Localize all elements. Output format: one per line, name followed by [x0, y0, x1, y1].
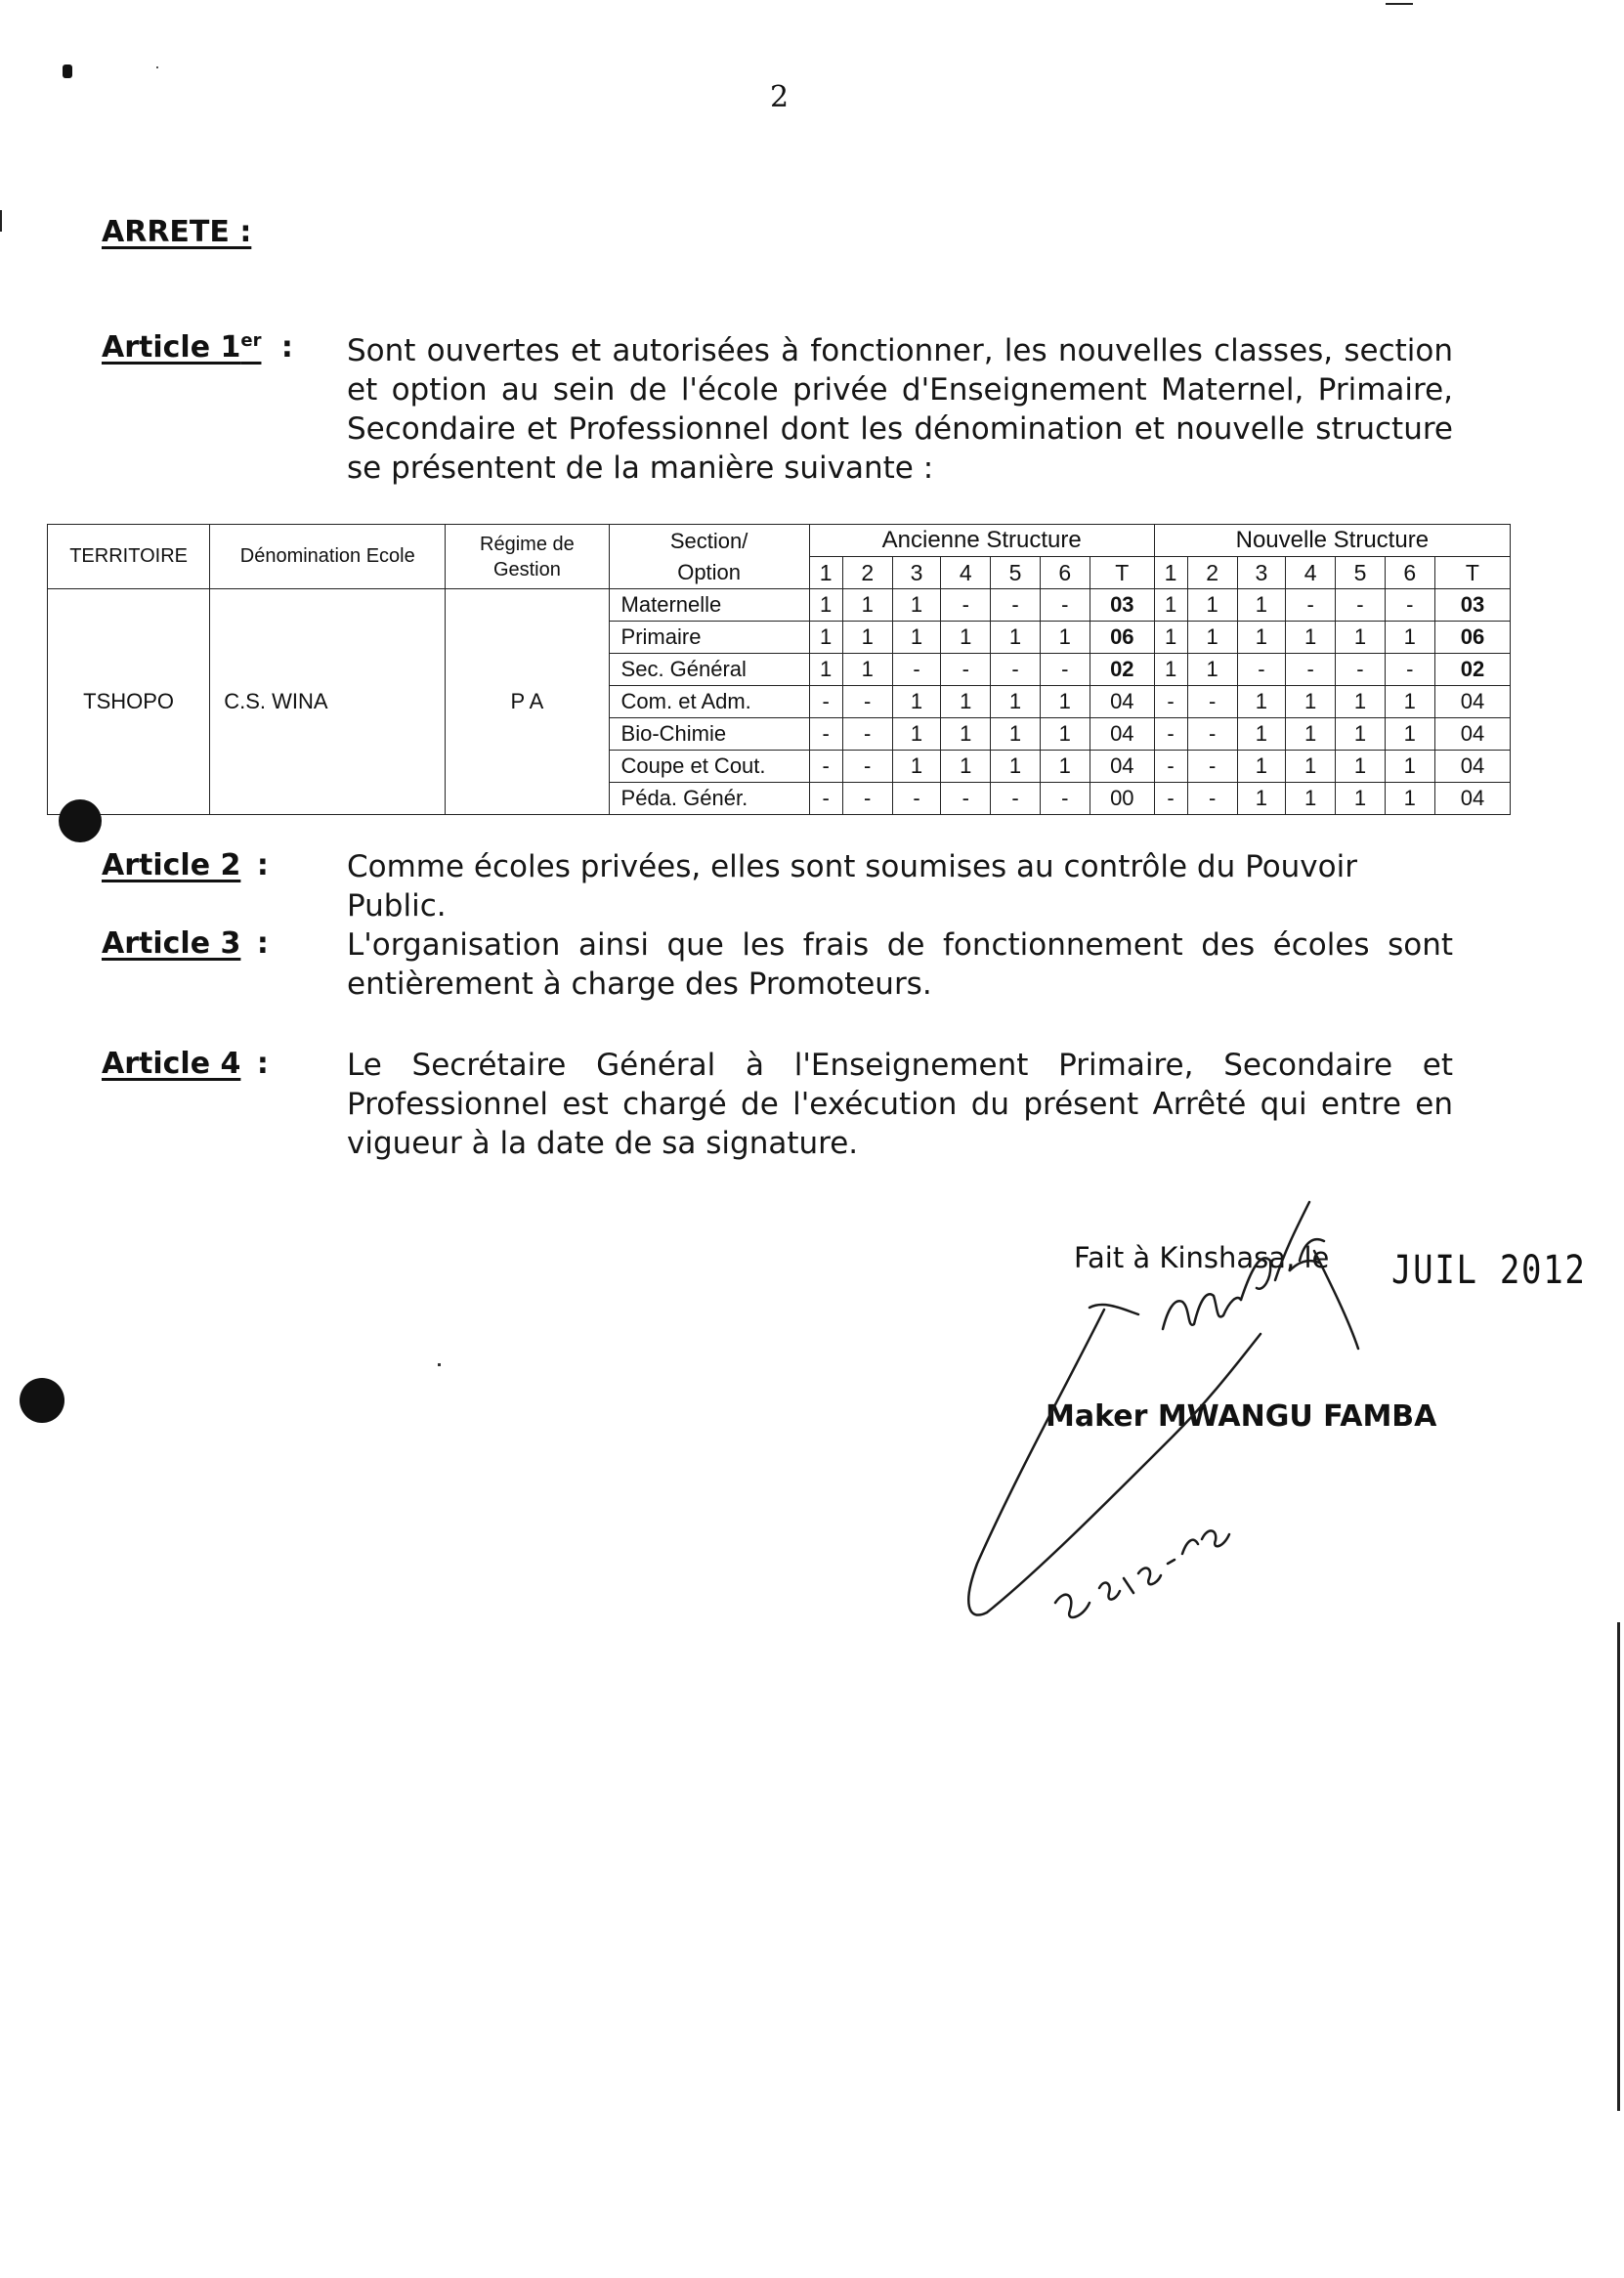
nouvelle-value-cell: 1 — [1385, 686, 1434, 718]
nouvelle-value-cell: - — [1385, 589, 1434, 622]
nouvelle-value-cell: - — [1286, 654, 1336, 686]
nouvelle-value-cell: 04 — [1434, 783, 1510, 815]
nouvelle-value-cell: 1 — [1237, 589, 1285, 622]
nouvelle-value-cell: 1 — [1154, 654, 1187, 686]
section-cell: Maternelle — [609, 589, 809, 622]
nouvelle-value-cell: - — [1336, 654, 1385, 686]
ancienne-value-cell: 04 — [1090, 686, 1154, 718]
nouvelle-value-cell: 1 — [1336, 686, 1385, 718]
nouvelle-value-cell: - — [1187, 783, 1237, 815]
article-1-label: Article 1er : — [102, 330, 293, 365]
ancienne-value-cell: 03 — [1090, 589, 1154, 622]
ancienne-value-cell: - — [941, 654, 991, 686]
nouvelle-value-cell: 1 — [1187, 654, 1237, 686]
ancienne-value-cell: 1 — [941, 718, 991, 751]
ancienne-col-header: 6 — [1040, 557, 1090, 589]
ancienne-value-cell: - — [809, 783, 842, 815]
nouvelle-value-cell: - — [1154, 783, 1187, 815]
ancienne-value-cell: - — [991, 654, 1040, 686]
nouvelle-value-cell: - — [1237, 654, 1285, 686]
nouvelle-value-cell: - — [1187, 686, 1237, 718]
nouvelle-value-cell: 1 — [1336, 783, 1385, 815]
ancienne-value-cell: - — [842, 751, 892, 783]
school-structure-table — [47, 524, 1511, 815]
ancienne-value-cell: - — [809, 718, 842, 751]
nouvelle-col-header: T — [1434, 557, 1510, 589]
ancienne-col-header: 5 — [991, 557, 1040, 589]
ancienne-value-cell: - — [892, 654, 940, 686]
ancienne-value-cell: 1 — [1040, 751, 1090, 783]
nouvelle-col-header: 6 — [1385, 557, 1434, 589]
ancienne-value-cell: 04 — [1090, 718, 1154, 751]
nouvelle-value-cell: 1 — [1237, 783, 1285, 815]
scan-mark — [1617, 1622, 1620, 2111]
header-ancienne-structure: Ancienne Structure — [809, 525, 1154, 557]
ancienne-value-cell: 06 — [1090, 622, 1154, 654]
ancienne-value-cell: - — [842, 686, 892, 718]
ancienne-col-header: 2 — [842, 557, 892, 589]
ancienne-value-cell: 1 — [842, 622, 892, 654]
header-territoire: TERRITOIRE — [48, 525, 210, 589]
nouvelle-value-cell: 1 — [1336, 718, 1385, 751]
section-cell: Péda. Génér. — [609, 783, 809, 815]
ancienne-value-cell: 1 — [1040, 718, 1090, 751]
nouvelle-value-cell: 1 — [1286, 718, 1336, 751]
article-3-label: Article 3 : — [102, 926, 269, 961]
nouvelle-value-cell: - — [1154, 751, 1187, 783]
section-cell: Coupe et Cout. — [609, 751, 809, 783]
nouvelle-col-header: 5 — [1336, 557, 1385, 589]
handwritten-signature — [919, 1192, 1544, 1661]
ancienne-value-cell: 1 — [991, 622, 1040, 654]
ancienne-value-cell: 1 — [991, 718, 1040, 751]
ancienne-value-cell: 1 — [892, 718, 940, 751]
nouvelle-value-cell: - — [1154, 686, 1187, 718]
nouvelle-value-cell: 1 — [1237, 686, 1285, 718]
ancienne-value-cell: - — [842, 783, 892, 815]
ancienne-value-cell: 1 — [991, 686, 1040, 718]
nouvelle-value-cell: 1 — [1336, 751, 1385, 783]
ancienne-value-cell: 1 — [842, 589, 892, 622]
nouvelle-value-cell: 1 — [1385, 783, 1434, 815]
nouvelle-col-header: 2 — [1187, 557, 1237, 589]
speck — [156, 66, 158, 68]
ancienne-value-cell: - — [941, 783, 991, 815]
punch-hole-mark — [59, 799, 102, 842]
nouvelle-value-cell: - — [1154, 718, 1187, 751]
nouvelle-col-header: 4 — [1286, 557, 1336, 589]
nouvelle-value-cell: 1 — [1286, 686, 1336, 718]
nouvelle-value-cell: 04 — [1434, 718, 1510, 751]
ancienne-value-cell: 00 — [1090, 783, 1154, 815]
article-3-text: L'organisation ainsi que les frais de fonctionnement des écoles sont entièrement à charge des Promoteurs. — [347, 927, 1453, 1002]
nouvelle-value-cell: 04 — [1434, 751, 1510, 783]
nouvelle-value-cell: 1 — [1385, 751, 1434, 783]
nouvelle-col-header: 1 — [1154, 557, 1187, 589]
regime-cell: P A — [446, 589, 609, 815]
ancienne-col-header: 3 — [892, 557, 940, 589]
nouvelle-value-cell: 1 — [1237, 718, 1285, 751]
speck — [438, 1363, 441, 1366]
ancienne-value-cell: - — [991, 589, 1040, 622]
ancienne-value-cell: - — [892, 783, 940, 815]
header-denomination: Dénomination Ecole — [210, 525, 446, 589]
article-2-label: Article 2 : — [102, 848, 269, 882]
nouvelle-value-cell: - — [1286, 589, 1336, 622]
ancienne-value-cell: 1 — [842, 654, 892, 686]
scan-mark — [0, 210, 2, 232]
section-cell: Com. et Adm. — [609, 686, 809, 718]
nouvelle-value-cell: - — [1336, 589, 1385, 622]
ancienne-col-header: T — [1090, 557, 1154, 589]
ancienne-value-cell: 1 — [1040, 686, 1090, 718]
punch-hole-mark — [20, 1378, 64, 1423]
ancienne-value-cell: - — [1040, 589, 1090, 622]
nouvelle-value-cell: 1 — [1385, 718, 1434, 751]
article-2-text: Comme écoles privées, elles sont soumises au contrôle du Pouvoir Public. — [347, 849, 1357, 924]
section-cell: Primaire — [609, 622, 809, 654]
nouvelle-value-cell: 03 — [1434, 589, 1510, 622]
decree-heading: ARRETE : — [102, 215, 252, 249]
signature-place: Fait à Kinshasa, le — [1074, 1241, 1330, 1274]
ancienne-value-cell: - — [941, 589, 991, 622]
article-1-text: Sont ouvertes et autorisées à fonctionner, les nouvelles classes, section et option au sein de l'école privée d'Enseignement Maternel, Primaire, Secondaire et Professionnel dont les dénomination et nouvelle structure se présentent de la manière suivante : — [347, 333, 1453, 486]
section-cell: Sec. Général — [609, 654, 809, 686]
ancienne-value-cell: 1 — [809, 589, 842, 622]
header-section: Section/ Option — [609, 525, 809, 589]
scan-mark — [63, 64, 72, 78]
page-number: 2 — [770, 80, 790, 114]
ancienne-value-cell: 1 — [941, 622, 991, 654]
nouvelle-value-cell: 06 — [1434, 622, 1510, 654]
nouvelle-value-cell: 1 — [1336, 622, 1385, 654]
nouvelle-col-header: 3 — [1237, 557, 1285, 589]
ancienne-value-cell: 02 — [1090, 654, 1154, 686]
ancienne-value-cell: 1 — [941, 686, 991, 718]
article-4-text: Le Secrétaire Général à l'Enseignement Primaire, Secondaire et Professionnel est chargé de l'exécution du présent Arrêté qui entre en vigueur à la date de sa signature. — [347, 1048, 1453, 1161]
ancienne-value-cell: - — [809, 751, 842, 783]
ancienne-value-cell: - — [991, 783, 1040, 815]
ancienne-value-cell: 1 — [892, 686, 940, 718]
ancienne-value-cell: - — [809, 686, 842, 718]
nouvelle-value-cell: 1 — [1237, 622, 1285, 654]
ancienne-value-cell: 1 — [892, 622, 940, 654]
nouvelle-value-cell: - — [1385, 654, 1434, 686]
table-row — [48, 589, 1511, 622]
ancienne-col-header: 4 — [941, 557, 991, 589]
article-4-label: Article 4 : — [102, 1047, 269, 1081]
signatory-name: Maker MWANGU FAMBA — [1046, 1399, 1437, 1434]
nouvelle-value-cell: 1 — [1286, 783, 1336, 815]
denomination-cell: C.S. WINA — [210, 589, 446, 815]
section-cell: Bio-Chimie — [609, 718, 809, 751]
ancienne-value-cell: 1 — [892, 589, 940, 622]
nouvelle-value-cell: 1 — [1187, 589, 1237, 622]
nouvelle-value-cell: 04 — [1434, 686, 1510, 718]
date-stamp: JUIL 2012 — [1391, 1248, 1587, 1293]
ancienne-value-cell: 1 — [809, 622, 842, 654]
nouvelle-value-cell: 1 — [1154, 622, 1187, 654]
ancienne-col-header: 1 — [809, 557, 842, 589]
nouvelle-value-cell: 1 — [1154, 589, 1187, 622]
ancienne-value-cell: 1 — [1040, 622, 1090, 654]
ancienne-value-cell: 04 — [1090, 751, 1154, 783]
scan-mark — [1386, 3, 1413, 5]
ancienne-value-cell: - — [1040, 654, 1090, 686]
nouvelle-value-cell: - — [1187, 718, 1237, 751]
territoire-cell: TSHOPO — [48, 589, 210, 815]
nouvelle-value-cell: 02 — [1434, 654, 1510, 686]
ancienne-value-cell: 1 — [892, 751, 940, 783]
header-nouvelle-structure: Nouvelle Structure — [1154, 525, 1510, 557]
ancienne-value-cell: - — [842, 718, 892, 751]
header-regime: Régime de Gestion — [446, 525, 609, 589]
nouvelle-value-cell: 1 — [1187, 622, 1237, 654]
ancienne-value-cell: - — [1040, 783, 1090, 815]
nouvelle-value-cell: - — [1187, 751, 1237, 783]
ancienne-value-cell: 1 — [809, 654, 842, 686]
ancienne-value-cell: 1 — [991, 751, 1040, 783]
ancienne-value-cell: 1 — [941, 751, 991, 783]
nouvelle-value-cell: 1 — [1237, 751, 1285, 783]
nouvelle-value-cell: 1 — [1385, 622, 1434, 654]
nouvelle-value-cell: 1 — [1286, 622, 1336, 654]
nouvelle-value-cell: 1 — [1286, 751, 1336, 783]
